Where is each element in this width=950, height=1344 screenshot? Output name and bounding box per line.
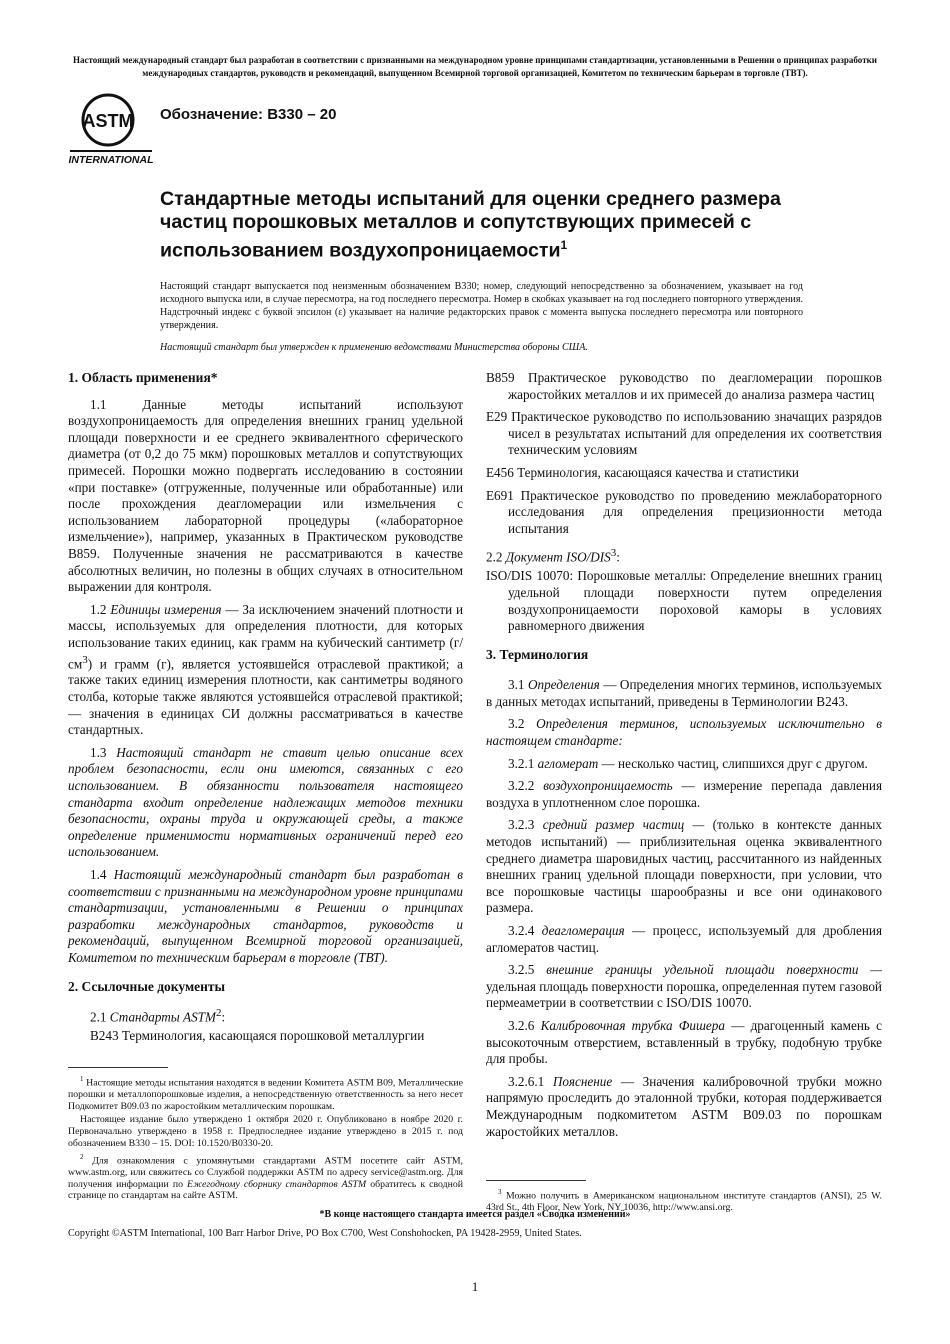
logo-text-top: ASTM [82, 111, 134, 131]
title-text: Стандартные методы испытаний для оценки среднего размера частиц порошковых металлов и сопутствующих примесей с использованием воздухопроницаемости [160, 188, 781, 262]
para-1-2: 1.2 Единицы измерения — За исключением значений плотности и массы, используемых для определения плотности, для которых использование таких единиц, как грамм на кубический сантиметр $(г/см^3)$ и грамм (г), является устоявшейся отраслевой практикой; а также таких единиц измерения плотности, как сантиметры водяного столба, которые также являются устоявшейся отраслевой практикой; — значения в единицах СИ должны рассматриваться в качестве стандартных. [68, 601, 464, 738]
para-3-2-6: 3.2.6 Калибровочная трубка Фишера — драгоценный камень с высокоточным отверстием, вставленный в трубку, подобную трубке для пробы. [486, 1017, 882, 1067]
footnote-divider [68, 1067, 168, 1068]
footnote-1: $^1$ Настоящие методы испытания находятся в ведении Комитета ASTM B09, Металлические порошки и металлопорошковые изделия, а непосредственную ответственность за него несет Подкомитет B09.03 по жаростойким металлическим порошкам. [68, 1074, 463, 1112]
logo-text-bottom: INTERNATIONAL [68, 154, 154, 166]
section-1-heading: 1. Область применения* [68, 370, 218, 385]
section-3-heading: 3. Терминология [486, 646, 589, 662]
para-3-2-2: 3.2.2 воздухопроницаемость — измерение перепада давления воздуха в уплотненном слое порошка. [486, 778, 883, 810]
approval-note: Настоящий стандарт был утвержден к применению ведомствами Министерства обороны США. [160, 342, 588, 353]
left-column [68, 370, 463, 1204]
para-1-4: 1.4 Настоящий международный стандарт был разработан в соответствии с признанными на международном уровне принципами стандартизации, установленными в Решении о принципах разработки международных стандартов, руководств и рекомендаций, выпущенном Всемирной торговой организацией, Комитетом по техническим барьерам в торговле (ТВТ). [68, 867, 463, 965]
issue-note: Настоящий стандарт выпускается под неизменным обозначением B330; номер, следующий непосредственно за обозначением, указывает на год исходного выпуска или, в случае пересмотра, на год последнего пересмотра. Номер в скобках указывает на год последнего повторного утверждения. Надстрочный индекс с буквой эпсилон (ε) указывает на наличие редакторских правок с момента выпуска последнего пересмотра или повторного утверждения. [160, 281, 803, 331]
copyright: Copyright ©ASTM International, 100 Barr Harbor Drive, PO Box C700, West Conshohocken, PA 19428-2959, United States. [68, 1228, 582, 1239]
right-column [486, 370, 882, 1216]
footnote-1b: Настоящее издание было утверждено 1 октября 2020 г. Опубликовано в ноябре 2020 г. Первоначально утверждено в 1958 г. Предпоследнее издание утверждено в 2015 г. под обозначением B330 – 15. DOI: 10.1520/B0330-20. [68, 1114, 463, 1149]
top-notice: Настоящий международный стандарт был разработан в соответствии с признанными на международном уровне принципами стандартизации, установленными в Решении о принципах разработки международных стандартов, руководств и рекомендаций, выпущенном Всемирной торговой организацией, Комитетом по техническим барьерам в торговле (ТВТ). [73, 55, 877, 78]
para-1-1: 1.1 Данные методы испытаний используют воздухопроницаемость для определения внешних границ удельной площади поверхности и ее среднего эквивалентного сферического диаметра (от 0,2 до 75 мкм) порошковых металлов и сопутствующих примесей. Порошки можно подвергать исследованию в состоянии «при поставке» (отгруженные, полученные или обработанные) или после прохождения деагломерации или измельчения с использованием лабораторной процедуры («лабораторное измельчение»), например, указанных в Практическом руководстве B859. Полученные значения не рассматриваются в качестве абсолютных величин, но полезны в общих случаях в относительном выражении для контроля. [68, 396, 463, 595]
footnote-2: $^2$ Для ознакомления с упомянутыми стандартами ASTM посетите сайт ASTM, www.astm.org, или свяжитесь со Службой поддержки ASTM по адресу service@astm.org. Для получения информации по Ежегодному сборнику стандартов ASTM обратитесь к сводной странице по стандартам на сайте ASTM. [68, 1152, 464, 1202]
footnotes-left [68, 1074, 463, 1203]
ref-e29: E29 Практическое руководство по использованию значащих разрядов чисел в результатах испытаний для определения их соответствия техническим условиям [486, 409, 882, 458]
para-3-2: 3.2 Определения терминов, используемых исключительно в настоящем стандарте: [486, 716, 883, 749]
para-3-2-5: 3.2.5 внешние границы удельной площади поверхности — удельная площадь поверхности порошка, определенная путем газовой пермеаметрии в соответствии с ISO/DIS 10070. [486, 962, 883, 1011]
para-3-2-4: 3.2.4 деагломерация — процесс, используемый для дробления агломератов частиц. [486, 923, 883, 955]
ref-e456: E456 Терминология, касающаяся качества и статистики [486, 464, 799, 480]
ref-b859: B859 Практическое руководство по деагломерации порошков жаростойких металлов и их примесей до анализа размера частиц [486, 370, 882, 402]
page-number: 1 [471, 1279, 479, 1294]
astm-logo [68, 90, 154, 166]
ref-iso-dis-10070: ISO/DIS 10070: Порошковые металлы: Определение внешних границ удельной площади поверхности путем определения воздухопроницаемости пороховой каморы в условиях равномерного движения [486, 568, 882, 634]
para-2-1: 2.1 Стандарты ASTM$^2$: [90, 1007, 226, 1025]
para-3-2-1: 3.2.1 агломерат — несколько частиц, слипшихся друг с другом. [508, 755, 868, 771]
para-3-2-6-1: 3.2.6.1 Пояснение — Значения калибровочной трубки можно напрямую проследить до эталонной трубки, которая поддерживается Международным подкомитетом ASTM B09.03 по порошкам жаростойких металлов. [486, 1073, 882, 1139]
para-2-2: 2.2 Документ ISO/DIS$^3$: [486, 547, 620, 565]
footnote-divider-right [486, 1180, 586, 1181]
ref-b243: B243 Терминология, касающаяся порошковой металлургии [90, 1028, 425, 1044]
para-3-1: 3.1 Определения — Определения многих терминов, используемых в данных методах испытаний, приведены в Терминологии B243. [486, 677, 883, 709]
title-footnote-ref: 1 [560, 238, 568, 252]
page-title [160, 188, 840, 263]
ref-e691: E691 Практическое руководство по проведению межлабораторного исследования для определения прецизионности метода испытания [486, 487, 882, 536]
summary-note: *В конце настоящего стандарта имеется раздел «Сводка изменений» [319, 1209, 631, 1220]
para-3-2-3: 3.2.3 средний размер частиц — (только в контексте данных методов испытаний) — приблизительная оценка эквивалентного среднего диаметра шаровидных частиц, рассчитанного из найденных внешних границ удельной площади поверхности, при условии, что все порошковые частицы шарообразны и все они одинакового размера. [486, 817, 883, 916]
designation: Обозначение: B330 – 20 [160, 106, 337, 123]
footnote-3: $^3$ Можно получить в Американском национальном институте стандартов (ANSI), 25 W. 43rd St., 4th Floor, New York, NY 10036, http://www.ansi.org. [486, 1188, 882, 1214]
section-2-heading: 2. Ссылочные документы [68, 978, 226, 994]
para-1-3: 1.3 Настоящий стандарт не ставит целью описание всех проблем безопасности, если они имеются, связанных с его использованием. В обязанности пользователя настоящего стандарта входит определение надлежащих методов техники безопасности, охраны труда и окружающей среды, а также определение применимости нормативных ограничений перед его использованием. [68, 744, 464, 860]
